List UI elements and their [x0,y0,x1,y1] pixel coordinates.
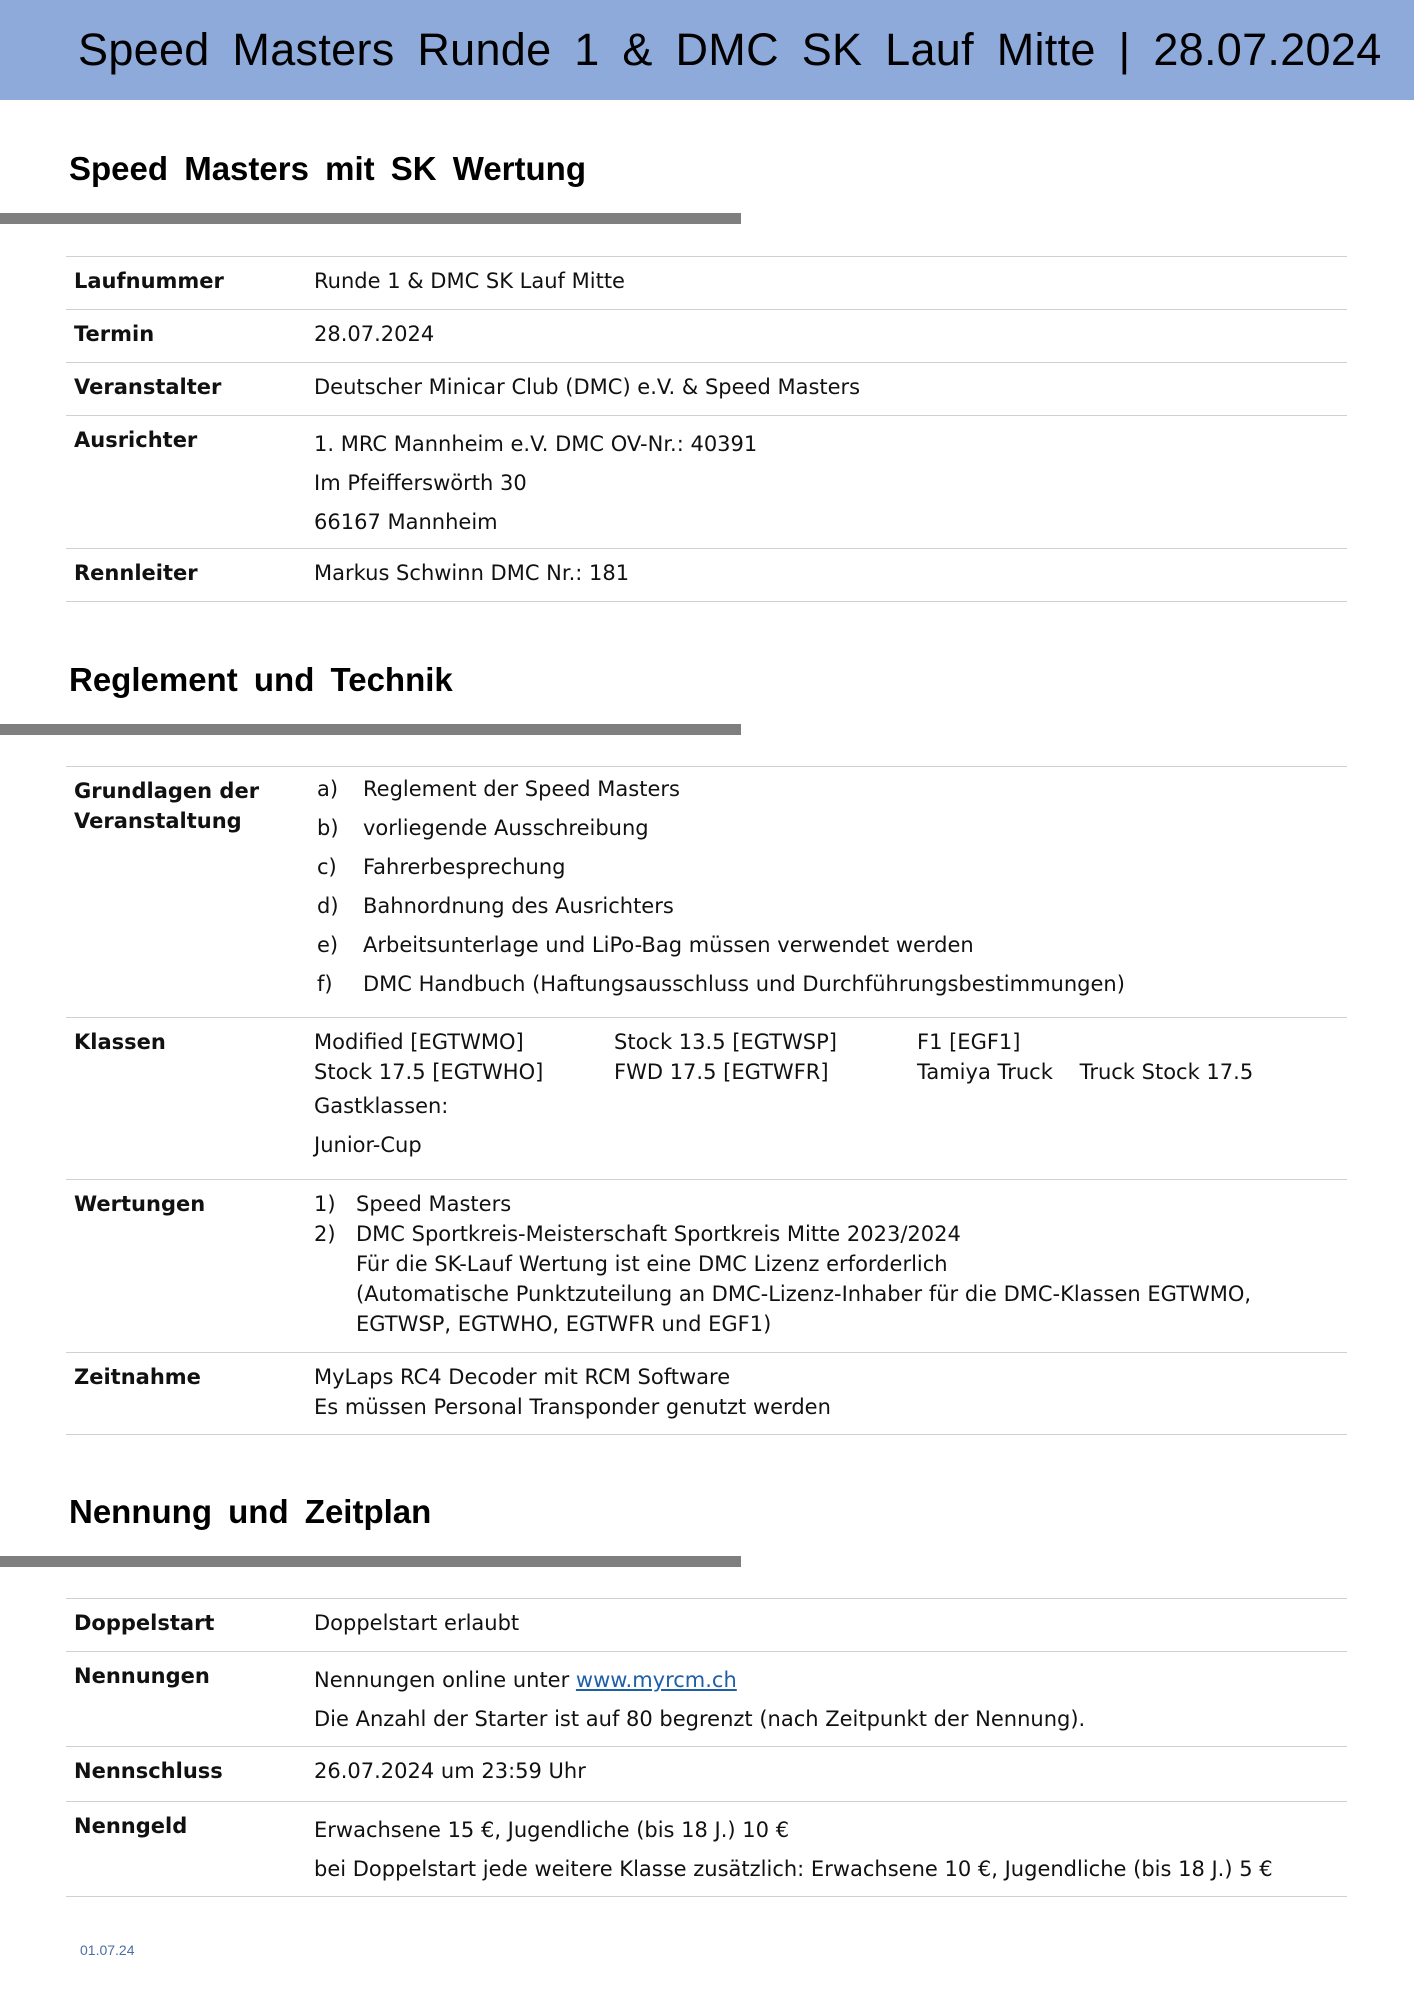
table-row [66,1747,1347,1802]
row-value-grundlagen [314,767,1347,1017]
ausrichter-line: 1. MRC Mannheim e.V. DMC OV-Nr.: 40391 [314,432,758,456]
row-value-termin: 28.07.2024 [314,322,435,346]
list-text: DMC Sportkreis-Meisterschaft Sportkreis Mitte 2023/2024 [356,1222,961,1246]
row-value-nennungen [314,1652,1347,1746]
section-divider [0,1556,741,1567]
class-item: F1 [EGF1] [917,1030,1021,1054]
myrcm-link[interactable]: www.myrcm.ch [575,1668,737,1692]
list-marker: c) [317,855,337,879]
list-text: Speed Masters [356,1192,512,1216]
class-item: Stock 17.5 [EGTWHO] [314,1060,544,1084]
list-marker: d) [317,894,339,918]
list-item [314,1189,1347,1219]
event-details-table [66,256,1347,602]
guest-classes-label: Gastklassen: [314,1094,449,1118]
row-label-laufnummer: Laufnummer [74,269,224,293]
label-line: Veranstaltung [74,809,242,833]
list-text-continued: (Automatische Punktzuteilung an DMC-Lizenz-Inhaber für die DMC-Klassen EGTWMO, EGTWSP, EGTWHO, EGTWFR und EGF1) [356,1282,1252,1336]
list-text: Fahrerbesprechung [363,855,566,879]
class-item: Modified [EGTWMO] [314,1030,524,1054]
list-item [314,887,1347,926]
section-heading-entries: Nennung und Zeitplan [69,1493,432,1530]
table-row [66,310,1347,363]
row-label-rennleiter: Rennleiter [74,561,198,585]
row-label-termin: Termin [74,322,155,346]
row-label-wertungen: Wertungen [74,1192,206,1216]
row-label-zeitnahme: Zeitnahme [74,1365,201,1389]
entries-table [66,1598,1347,1897]
list-text: DMC Handbuch (Haftungsausschluss und Durchführungsbestimmungen) [363,972,1125,996]
list-item [314,926,1347,965]
section-heading-rules: Reglement und Technik [69,661,453,698]
table-row [66,1652,1347,1747]
class-item: FWD 17.5 [EGTWFR] [614,1060,829,1084]
list-text: Reglement der Speed Masters [363,777,680,801]
section-divider [0,213,741,224]
rules-table [66,766,1347,1435]
table-row [66,767,1347,1018]
list-marker: b) [317,816,339,840]
nennungen-text: Nennungen online unter [314,1668,576,1692]
list-text: vorliegende Ausschreibung [363,816,649,840]
guest-classes-value: Junior-Cup [314,1133,422,1157]
table-row [66,1353,1347,1435]
nennungen-line: Die Anzahl der Starter ist auf 80 begrenzt (nach Zeitpunkt der Nennung). [314,1707,1086,1731]
row-label-nenngeld: Nenngeld [74,1814,188,1838]
row-value-laufnummer: Runde 1 & DMC SK Lauf Mitte [314,269,625,293]
list-item [314,848,1347,887]
row-label-ausrichter: Ausrichter [74,428,198,452]
document-title: Speed Masters Runde 1 & DMC SK Lauf Mitte | 28.07.2024 [78,24,1382,75]
list-text: Arbeitsunterlage und LiPo-Bag müssen verwendet werden [363,933,974,957]
table-row [66,1018,1347,1180]
table-row [66,549,1347,602]
header-banner [0,0,1414,100]
row-value-rennleiter: Markus Schwinn DMC Nr.: 181 [314,561,630,585]
list-marker: 2) [314,1222,336,1246]
list-item [314,770,1347,809]
footer-date: 01.07.24 [80,1942,135,1958]
nenngeld-line: bei Doppelstart jede weitere Klasse zusätzlich: Erwachsene 10 €, Jugendliche (bis 18 J.) 5 € [314,1857,1273,1881]
zeitnahme-line: Es müssen Personal Transponder genutzt werden [314,1395,831,1419]
table-row [66,257,1347,310]
list-text-continued: Für die SK-Lauf Wertung ist eine DMC Lizenz erforderlich [356,1252,948,1276]
row-label-doppelstart: Doppelstart [74,1611,215,1635]
row-label-grundlagen [66,767,314,1017]
table-row [66,1180,1347,1353]
row-value-nenngeld [314,1802,1347,1896]
list-marker: f) [317,972,333,996]
row-label-klassen: Klassen [74,1030,166,1054]
row-value-doppelstart: Doppelstart erlaubt [314,1611,520,1635]
ausrichter-line: 66167 Mannheim [314,510,498,534]
class-item: Stock 13.5 [EGTWSP] [614,1030,837,1054]
row-value-veranstalter: Deutscher Minicar Club (DMC) e.V. & Speed Masters [314,375,861,399]
row-label-nennungen: Nennungen [74,1664,210,1688]
list-marker: a) [317,777,339,801]
label-line: Grundlagen der [74,779,260,803]
list-marker: e) [317,933,339,957]
table-row [66,1802,1347,1897]
class-item: Tamiya Truck Truck Stock 17.5 [917,1060,1254,1084]
row-value-nennschluss: 26.07.2024 um 23:59 Uhr [314,1759,586,1783]
list-item [314,965,1347,1004]
list-item [314,1219,1347,1249]
section-heading-event: Speed Masters mit SK Wertung [69,150,586,187]
nenngeld-line: Erwachsene 15 €, Jugendliche (bis 18 J.) 10 € [314,1818,790,1842]
table-row [66,363,1347,416]
section-divider [0,724,741,735]
list-text: Bahnordnung des Ausrichters [363,894,674,918]
zeitnahme-line: MyLaps RC4 Decoder mit RCM Software [314,1365,731,1389]
list-marker: 1) [314,1192,336,1216]
row-value-zeitnahme [314,1353,1347,1434]
ausrichter-line: Im Pfeifferswörth 30 [314,471,527,495]
list-item [314,809,1347,848]
row-value-ausrichter [314,416,1347,548]
table-row [66,1599,1347,1652]
row-value-klassen [314,1018,1347,1179]
row-label-nennschluss: Nennschluss [74,1759,223,1783]
class-grid [314,1027,1347,1087]
nennungen-line [314,1661,1347,1700]
row-value-wertungen [314,1180,1347,1352]
row-label-veranstalter: Veranstalter [74,375,222,399]
table-row [66,416,1347,549]
